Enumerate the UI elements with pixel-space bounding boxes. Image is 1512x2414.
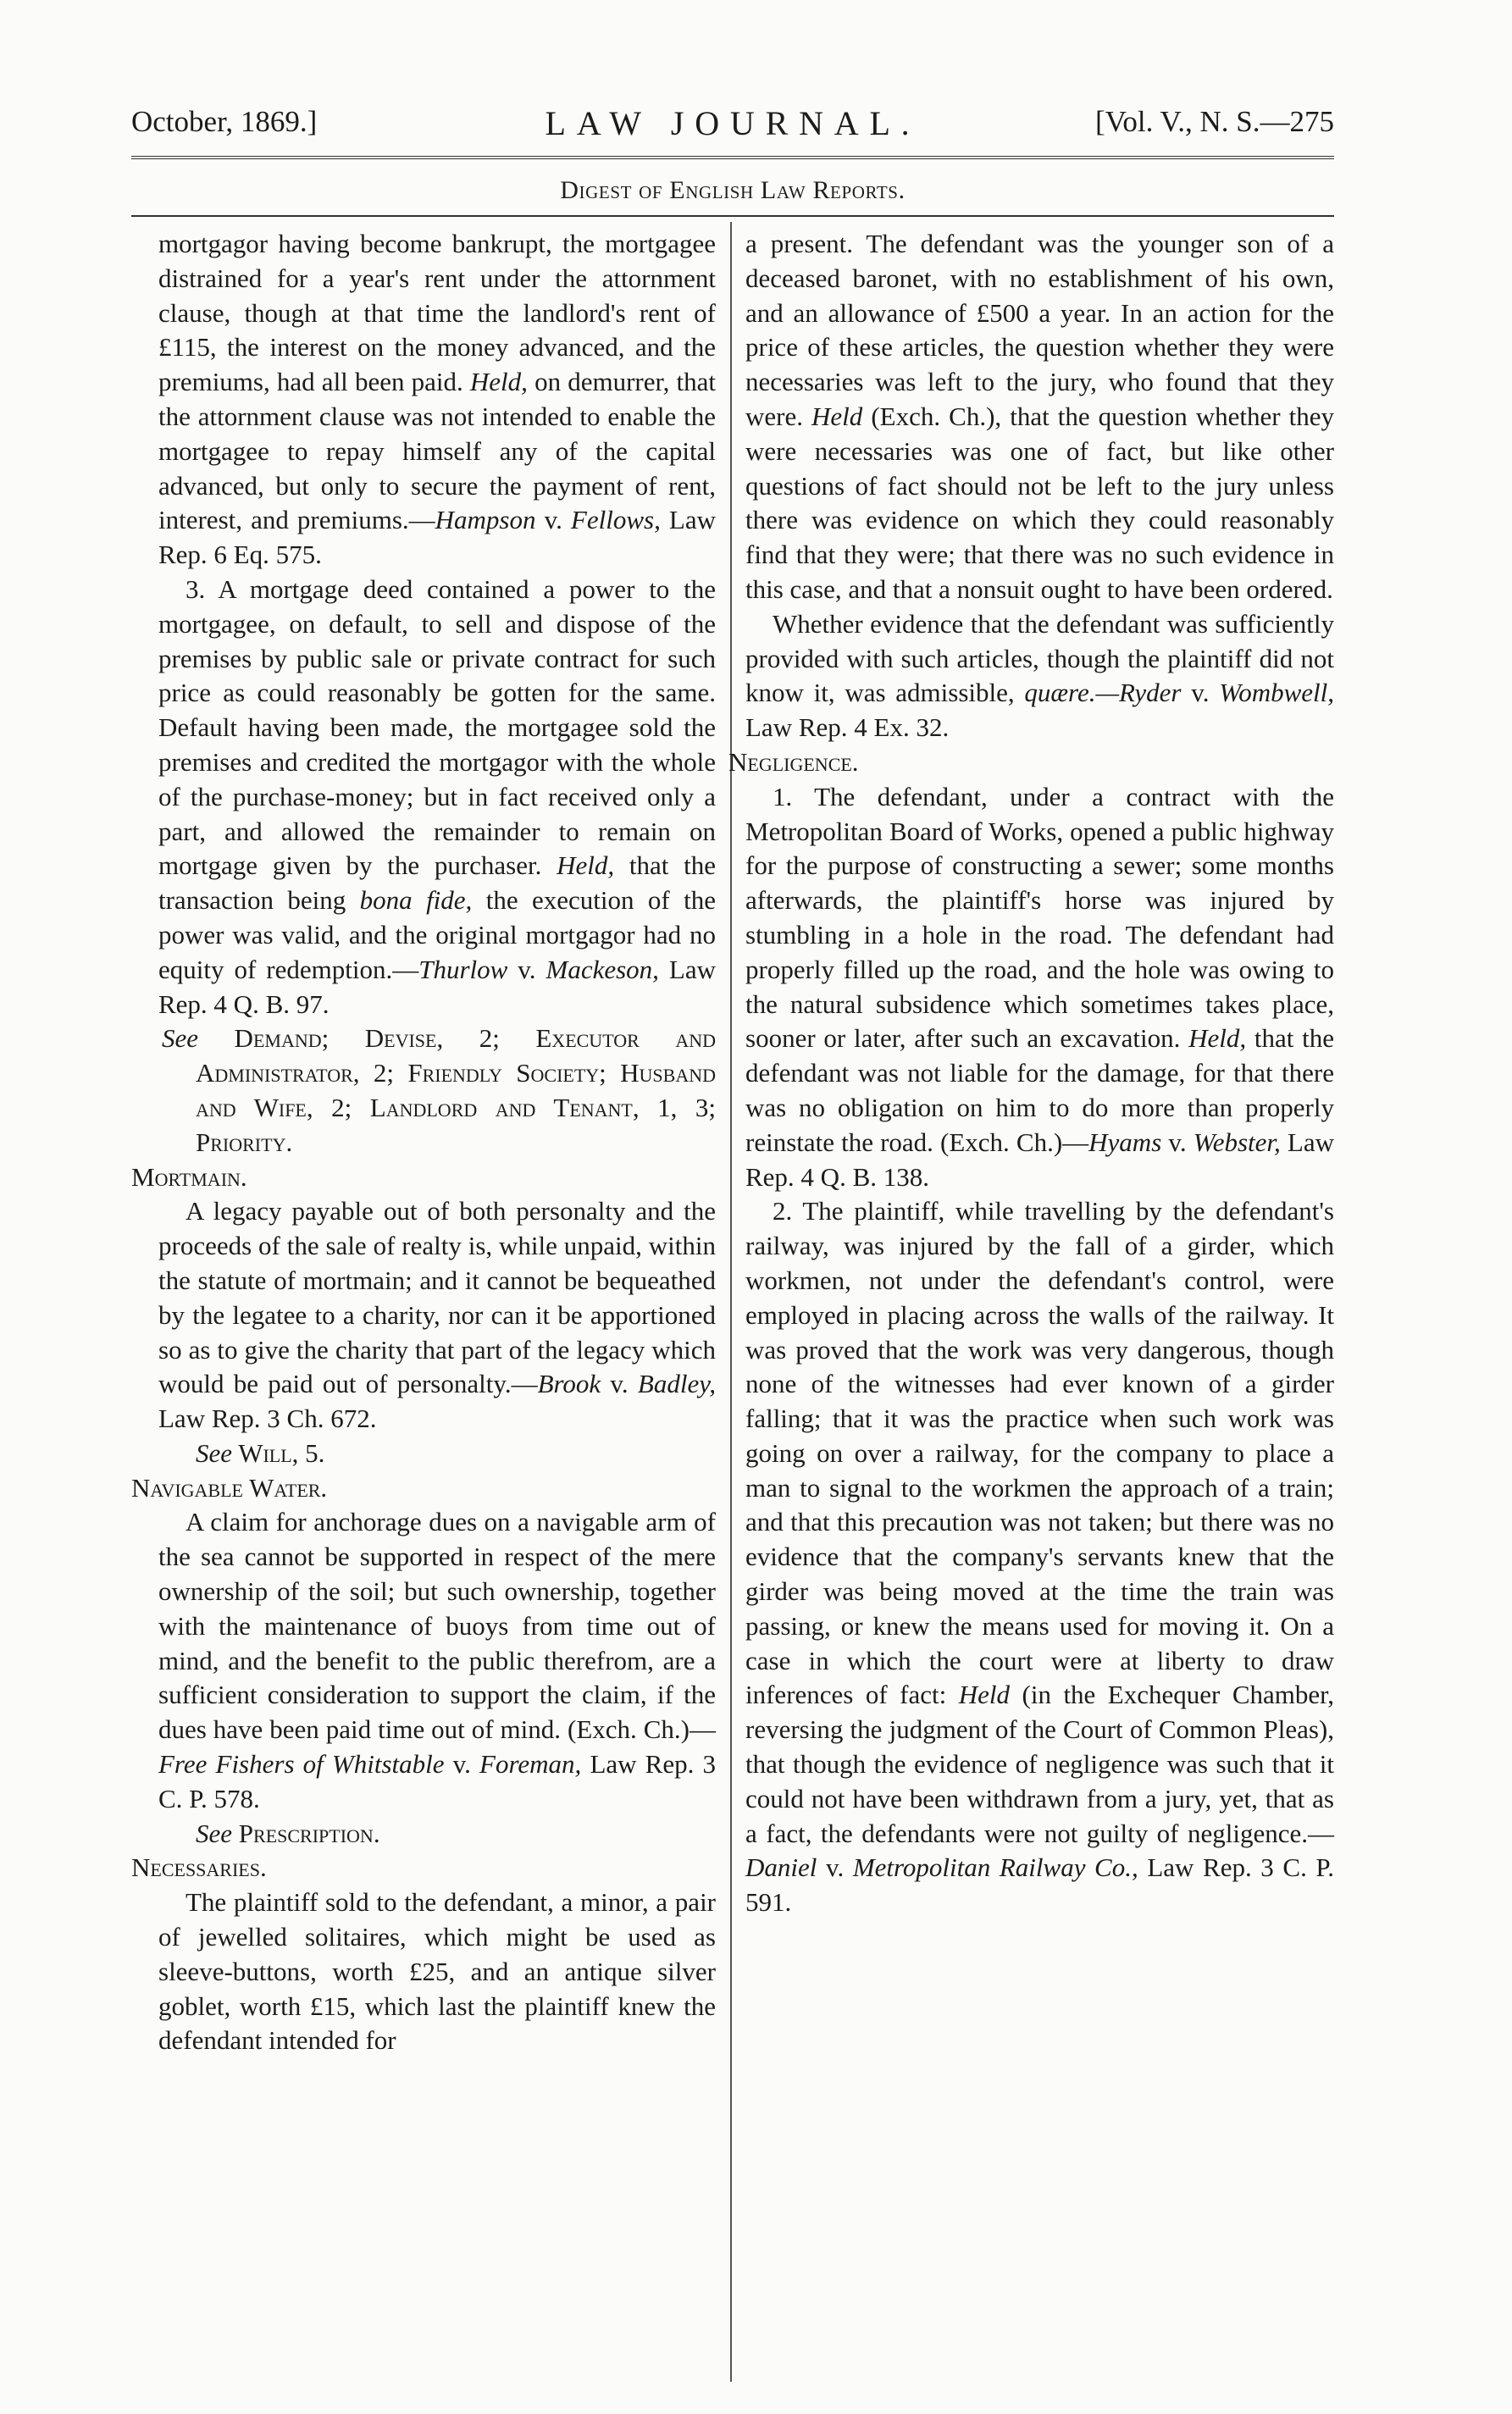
header-volume-page: [Vol. V., N. S.—275	[1094, 105, 1334, 138]
left-column	[131, 227, 716, 2058]
cross-reference: See Demand; Devise, 2; Executor and Administrator, 2; Friendly Society; Husband and Wife, 2; Landlord and Tenant, 1, 3; Priority.	[162, 1023, 716, 1157]
topic-heading: Necessaries.	[131, 1852, 267, 1883]
topic-heading: Navigable Water.	[131, 1472, 328, 1503]
digest-entry: 1. The defendant, under a contract with the Metropolitan Board of Works, opened a public highway for the purpose of constructing a sewer; some months afterwards, the plaintiff's horse was injured by stumbling in a hole in the road. The defendant had properly filled up the road, and the hole was owing to the natural subsidence which sometimes takes place, sooner or later, after such an excavation. Held, that the defendant was not liable for the damage, for that there was no obligation on him to do more than properly reinstate the road. (Exch. Ch.)—Hyams v. Webster, Law Rep. 4 Q. B. 138.	[745, 781, 1335, 1192]
digest-entry: mortgagor having become bankrupt, the mortgagee distrained for a year's rent under the attornment clause, though at that time the landlord's rent of £115, the interest on the money advanced, and the premiums, had all been paid. Held, on demurrer, that the attornment clause was not intended to enable the mortgagee to repay himself any of the capital advanced, but only to secure the payment of rent, interest, and premiums.—Hampson v. Fellows, Law Rep. 6 Eq. 575.	[158, 229, 716, 570]
header-date: October, 1869.]	[131, 105, 318, 138]
digest-entry: 3. A mortgage deed contained a power to the mortgagee, on default, to sell and dispose of the premises by public sale or private contract for such price as could reasonably be gotten for the same. Default having been made, the mortgagee sold the premises and credited the mortgagor with the whole of the purchase-money; but in fact received only a part, and allowed the remainder to remain on mortgage given by the purchaser. Held, that the transaction being bona fide, the execution of the power was valid, and the original mortgagor had no equity of redemption.—Thurlow v. Mackeson, Law Rep. 4 Q. B. 97.	[158, 573, 717, 1019]
digest-entry: Whether evidence that the defendant was sufficiently provided with such articles, though the plaintiff did not know it, was admissible, quære.—Ryder v. Wombwell, Law Rep. 4 Ex. 32.	[745, 608, 1334, 743]
digest-entry: 2. The plaintiff, while travelling by the defendant's railway, was injured by the fall of a girder, which workmen, not under the defendant's control, were employed in placing across the walls of the railway. It was proved that the work was very dangerous, though none of the witnesses had ever known of a girder falling; that it was the practice when such work was going on over a railway, for the company to place a man to signal to the workmen the approach of a train; and that this precaution was not taken; but there was no evidence that the company's servants knew that the girder was being moved at the time the train was passing, or knew the means used for moving it. On a case in which the court were at liberty to draw inferences of fact: Held (in the Exchequer Chamber, reversing the judgment of the Court of Common Pleas), that though the evidence of negligence was such that it could not have been withdrawn from a jury, yet, that as a fact, the defendants were not guilty of negligence.—Daniel v. Metropolitan Railway Co., Law Rep. 3 C. P. 591.	[745, 1196, 1334, 1918]
journal-title: LAW JOURNAL.	[545, 104, 921, 142]
digest-entry: A legacy payable out of both personalty and the proceeds of the sale of realty is, while unpaid, within the statute of mortmain; and it cannot be bequeathed by the legatee to a charity, nor can it be apportioned so as to give the charity that part of the legacy which would be paid out of personalty.—Brook v. Badley, Law Rep. 3 Ch. 672.	[158, 1196, 716, 1434]
right-column	[728, 227, 1335, 1920]
cross-reference: See Will, 5.	[196, 1437, 325, 1468]
digest-entry: The plaintiff sold to the defendant, a minor, a pair of jewelled solitaires, which might be used as sleeve-buttons, worth £25, and an antique silver goblet, worth £15, which last the plaintiff knew the defendant intended for	[158, 1887, 716, 2056]
section-subtitle: Digest of English Law Reports.	[560, 176, 906, 204]
topic-heading: Negligence.	[728, 746, 859, 777]
header-rule	[131, 156, 1334, 159]
cross-reference: See Prescription.	[196, 1818, 380, 1848]
digest-entry: A claim for anchorage dues on a navigable arm of the sea cannot be supported in respect of the mere ownership of the soil; but such ownership, together with the maintenance of buoys from time out of mind, and the benefit to the public therefrom, are a sufficient consideration to support the claim, if the dues have been paid time out of mind. (Exch. Ch.)—Free Fishers of Whitstable v. Foreman, Law Rep. 3 C. P. 578.	[158, 1507, 716, 1813]
topic-heading: Mortmain.	[131, 1161, 247, 1192]
subtitle-rule	[131, 215, 1334, 217]
digest-entry: a present. The defendant was the younger son of a deceased baronet, with no establishment of his own, and an allowance of £500 a year. In an action for the price of these articles, the question whether they were necessaries was left to the jury, who found that they were. Held (Exch. Ch.), that the question whether they were necessaries was one of fact, but like other questions of fact should not be left to the jury unless there was evidence on which they could reasonably find that they were; that there was no such evidence in this case, and that a nonsuit ought to have been ordered.	[745, 229, 1334, 604]
column-divider	[730, 222, 732, 2382]
running-header	[131, 100, 1334, 151]
